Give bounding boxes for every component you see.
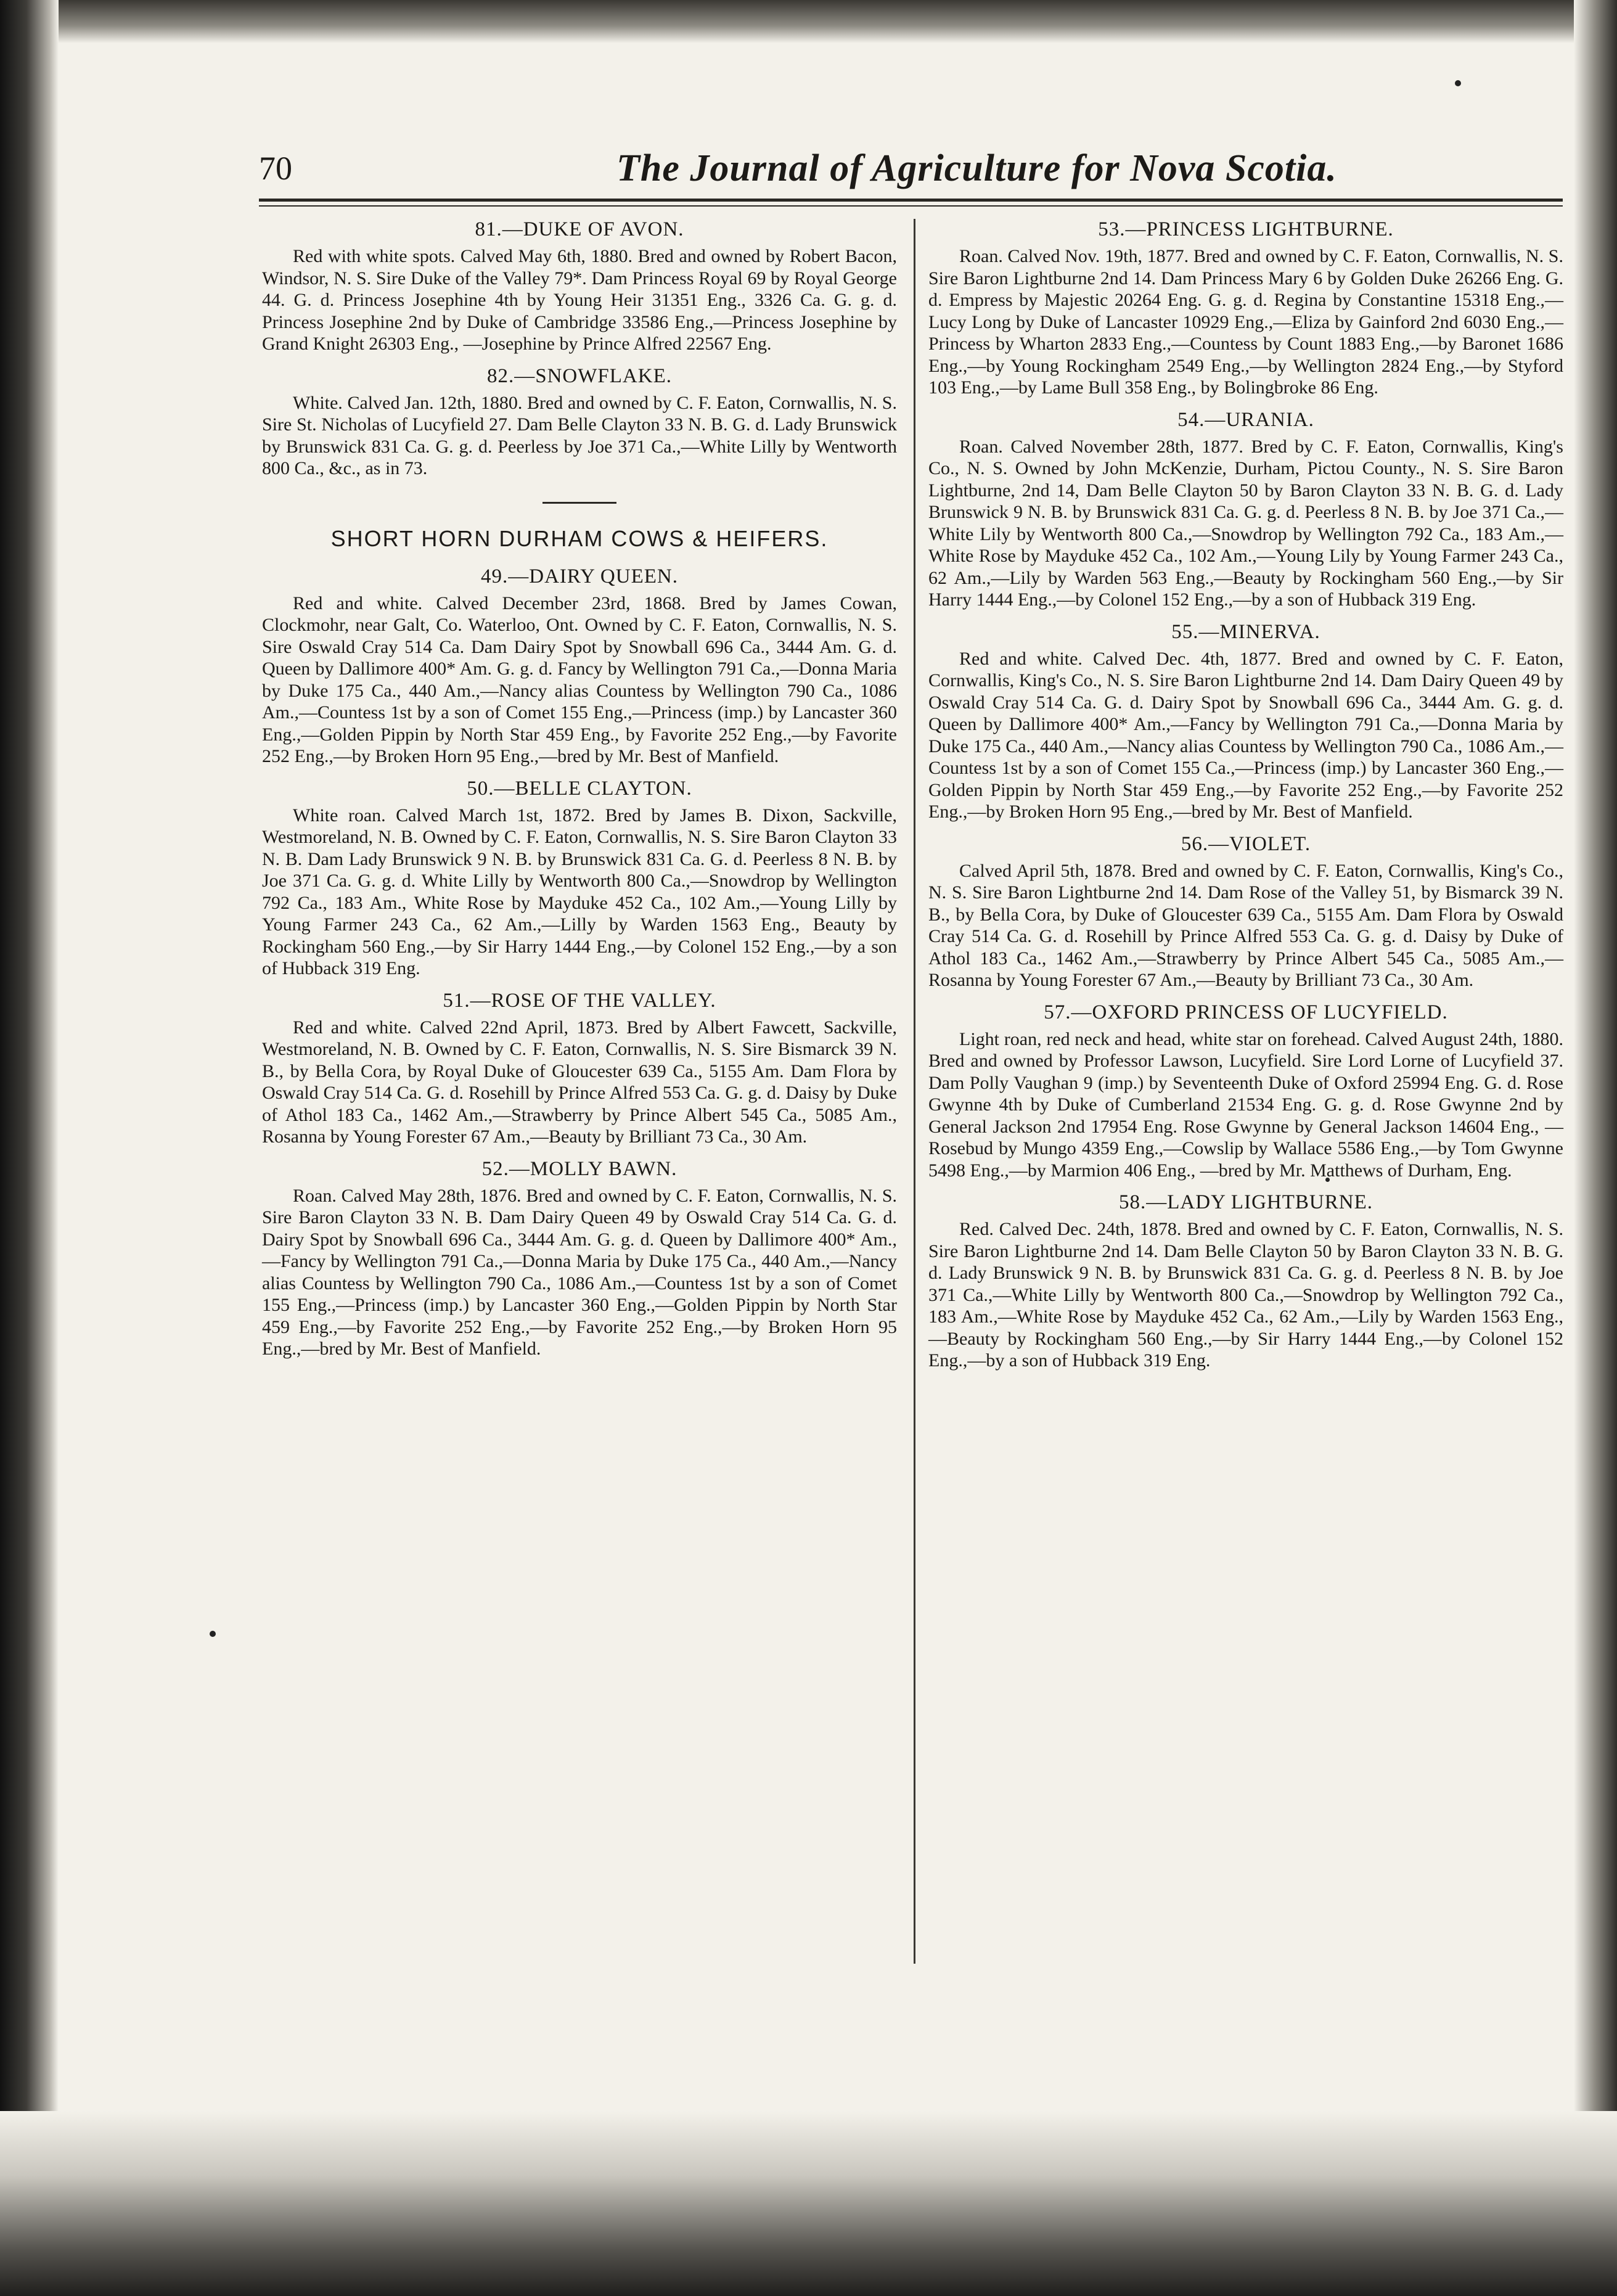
entry-title: 51.—ROSE OF THE VALLEY. xyxy=(443,989,716,1012)
entry-text: White roan. Calved March 1st, 1872. Bred by James B. Dixon, Sackville, Westmoreland, N. B. Owned by C. F. Eaton, Cornwallis, N. S. Sire Baron Clayton 33 N. B. Dam Lady Brunswick 9 N. B. by Brunswick 831 Ca. G. d. Peerless 8 N. B. by Joe 371 Ca. G. g. d. White Lilly by Wentworth 800 Ca.,—Snowdrop by Wellington 792 Ca., 183 Am., White Rose by Mayduke 452 Ca., 102 Am.,—Young Lilly by Young Farmer 243 Ca., 62 Am.,—Lilly by Warden 1563 Eng., Beauty by Rockingham 560 Eng.,—by Sir Harry 1444 Eng.,—by Colonel 152 Eng.,—by a son of Hubback 319 Eng. xyxy=(262,805,897,978)
entry-text: Roan. Calved Nov. 19th, 1877. Bred and owned by C. F. Eaton, Cornwallis, N. S. Sire Baron Lightburne 2nd 14. Dam Princess Mary 6 by Golden Duke 26266 Eng. G. d. Empress by Majestic 20264 Eng. G. g. d. Regina by Constantine 15318 Eng.,—Lucy Long by Duke of Lancaster 10929 Eng.,—Eliza by Gainford 2nd 6030 Eng.,—Princess by Wharton 2833 Eng.,—Countess by Count 1883 Eng.,—by Baronet 1686 Eng.,—by Young Rockingham 2549 Eng.,—by Wellington 2824 Eng.,—by Styford 103 Eng.,—by Lame Bull 358 Eng., by Bolingbroke 86 Eng. xyxy=(928,246,1563,398)
running-header xyxy=(259,147,1563,196)
entry xyxy=(262,775,897,980)
entry xyxy=(928,618,1563,823)
entry-title: 49.—DAIRY QUEEN. xyxy=(480,565,678,588)
entry-text: Light roan, red neck and head, white star on forehead. Calved August 24th, 1880. Bred and owned by Professor Lawson, Lucyfield. Sire Lord Lorne of Lucyfield 37. Dam Polly Vaughan 9 (imp.) by Seventeenth Duke of Oxford 25994 Eng. G. d. Rose Gwynne 4th by Duke of Cumberland 21534 Eng. G. g. d. Rose Gwynne 2nd by General Jackson 2nd 17954 Eng. Rose Gwynne by General Jackson 14604 Eng., —Rosebud by Mungo 4359 Eng.,—Cowslip by Wallace 5586 Eng.,—by Tom Gwynne 5498 Eng.,—by Marmion 406 Eng., —bred by Mr. Matthews of Durham, Eng. xyxy=(928,1028,1563,1181)
entry xyxy=(928,216,1563,399)
left-column xyxy=(262,216,897,1367)
entry xyxy=(928,999,1563,1182)
scan-edge-left xyxy=(0,0,59,2296)
entry-text: White. Calved Jan. 12th, 1880. Bred and owned by C. F. Eaton, Cornwallis, N. S. Sire St. Nicholas of Lucyfield 27. Dam Belle Clayton 33 N. B. G. d. Lady Brunswick by Brunswick 831 Ca. G. g. d. Peerless by Joe 371 Ca.,—White Lilly by Wentworth 800 Ca., &c., as in 73. xyxy=(262,392,897,478)
entry-title: 52.—MOLLY BAWN. xyxy=(481,1157,678,1180)
entry-title: 53.—PRINCESS LIGHTBURNE. xyxy=(1098,218,1394,240)
scan-edge-right xyxy=(1574,0,1617,2296)
scan-edge-bottom xyxy=(0,2111,1617,2296)
entry-text: Red and white. Calved December 23rd, 1868. Bred by James Cowan, Clockmohr, near Galt, Co. Waterloo, Ont. Owned by C. F. Eaton, Cornwallis, N. S. Sire Oswald Cray 514 Ca. Dam Dairy Spot by Snowball 696 Ca., 3444 Am. G. d. Queen by Dallimore 400* Am. G. g. d. Fancy by Wellington 791 Ca.,—Donna Maria by Duke 175 Ca., 440 Am.,—Nancy alias Countess by Wellington 790 Ca., 1086 Am.,—Countess 1st by a son of Comet 155 Eng.,—Princess (imp.) by Lancaster 360 Eng.,—Golden Pippin by North Star 459 Eng., by Favorite 252 Eng.,—by Favorite 252 Eng.,—by Broken Horn 95 Eng.,—bred by Mr. Best of Manfield. xyxy=(262,592,897,766)
entry xyxy=(262,563,897,768)
entry-text: Red. Calved Dec. 24th, 1878. Bred and owned by C. F. Eaton, Cornwallis, N. S. Sire Baron Lightburne 2nd 14. Dam Belle Clayton 50 by Baron Clayton 33 N. B. G. d. Lady Brunswick 9 N. B. by Brunswick 831 Ca. G. g. d. Peerless 8 N. B. by Joe 371 Ca.,—White Lilly by Wentworth 800 Ca.,—Snowdrop by Wellington 792 Ca., 183 Am.,—White Rose by Mayduke 452 Ca., 62 Am.,—Lily by Warden 1563 Eng.,—Beauty by Rockingham 560 Eng.,—by Sir Harry 1444 Eng.,—by Colonel 152 Eng.,—by a son of Hubback 319 Eng. xyxy=(928,1219,1563,1371)
right-column xyxy=(928,216,1563,1379)
entry-title: 81.—DUKE OF AVON. xyxy=(475,218,684,240)
page-number: 70 xyxy=(259,150,292,187)
section-divider xyxy=(542,502,616,504)
entry-title: 54.—URANIA. xyxy=(1177,408,1314,431)
entry-title: 56.—VIOLET. xyxy=(1181,832,1311,855)
header-rule-thin xyxy=(259,205,1563,207)
entry-text: Red with white spots. Calved May 6th, 1880. Bred and owned by Robert Bacon, Windsor, N. S. Sire Duke of the Valley 79*. Dam Princess Royal 69 by Royal George 44. G. d. Princess Josephine 4th by Young Heir 31351 Eng., 3326 Ca. G. g. d. Princess Josephine 2nd by Duke of Cambridge 33586 Eng.,—Princess Josephine by Grand Knight 26303 Eng., —Josephine by Prince Alfred 22567 Eng. xyxy=(262,246,897,354)
header-rule xyxy=(259,199,1563,202)
entry-text: Red and white. Calved Dec. 4th, 1877. Bred and owned by C. F. Eaton, Cornwallis, King's Co., N. S. Sire Baron Lightburne 2nd 14. Dam Dairy Queen 49 by Oswald Cray 514 Ca. G. d. Dairy Spot by Snowball 696 Ca., 3444 Am. G. g. d. Queen by Dallimore 400* Am.,—Fancy by Wellington 791 Ca.,—Donna Maria by Duke 175 Ca., 440 Am.,—Nancy alias Countess by Wellington 790 Ca., 1086 Am.,—Countess 1st by a son of Comet 155 Ca.,—Princess (imp.) by Lancaster 360 Eng.,—Golden Pippin by North Star 459 Eng.,—by Favorite 252 Eng.,—by Favorite 252 Eng.,—by Broken Horn 95 Eng.,—bred by Mr. Best of Manfield. xyxy=(928,648,1563,822)
section-heading: SHORT HORN DURHAM COWS & HEIFERS. xyxy=(330,525,829,551)
entry xyxy=(928,830,1563,991)
entry-title: 50.—BELLE CLAYTON. xyxy=(467,777,692,800)
column-divider xyxy=(914,219,915,1964)
ink-speck xyxy=(210,1631,216,1637)
entry xyxy=(262,987,897,1148)
entry-title: 55.—MINERVA. xyxy=(1171,620,1320,643)
entry-text: Red and white. Calved 22nd April, 1873. Bred by Albert Fawcett, Sackville, Westmoreland, N. B. Owned by C. F. Eaton, Cornwallis, N. S. Sire Bismarck 39 N. B., by Bella Cora, by Royal Duke of Gloucester 639 Ca., 5155 Am. Dam Flora by Oswald Cray 514 Ca. G. d. Rosehill by Prince Alfred 553 Ca. G. g. d. Daisy by Duke of Athol 183 Ca., 1462 Am.,—Strawberry by Prince Albert 545 Ca., 5085 Am., Rosanna by Young Forester 67 Am.,—Beauty by Brilliant 73 Ca., 30 Am. xyxy=(262,1017,897,1147)
entry-text: Roan. Calved May 28th, 1876. Bred and owned by C. F. Eaton, Cornwallis, N. S. Sire Baron Clayton 33 N. B. Dam Dairy Queen 49 by Oswald Cray 514 Ca. G. d. Dairy Spot by Snowball 696 Ca., 3444 Am. G. g. d. Queen by Dallimore 400* Am.,—Fancy by Wellington 791 Ca.,—Donna Maria by Duke 175 Ca., 440 Am.,—Nancy alias Countess by Wellington 790 Ca., 1086 Am.,—Countess 1st by a son of Comet 155 Eng.,—Princess (imp.) by Lancaster 360 Eng.,—Golden Pippin by North Star 459 Eng.,—by Favorite 252 Eng.,—by Favorite 252 Eng.,—by Broken Horn 95 Eng.,—bred by Mr. Best of Manfield. xyxy=(262,1185,897,1359)
entry xyxy=(262,363,897,480)
scan-edge-top xyxy=(0,0,1617,43)
entry-text: Calved April 5th, 1878. Bred and owned by C. F. Eaton, Cornwallis, King's Co., N. S. Sire Baron Lightburne 2nd 14. Dam Rose of the Valley 51, by Bismarck 39 N. B., by Bella Cora, by Duke of Gloucester 639 Ca., 5155 Am. Dam Flora by Oswald Cray 514 Ca. G. d. Rosehill by Prince Alfred 553 Ca. G. g. d. Daisy by Duke of Athol 183 Ca., 1462 Am.,—Strawberry by Prince Albert 545 Ca., 5085 Am.,—Rosanna by Young Forester 67 Am.,—Beauty by Brilliant 73 Ca., 30 Am. xyxy=(928,860,1563,990)
ink-speck xyxy=(1455,80,1461,86)
entry xyxy=(262,216,897,355)
entry-title: 58.—LADY LIGHTBURNE. xyxy=(1119,1191,1373,1213)
entry xyxy=(928,406,1563,611)
entry-title: 57.—OXFORD PRINCESS OF LUCYFIELD. xyxy=(1044,1001,1448,1023)
entry-text: Roan. Calved November 28th, 1877. Bred by C. F. Eaton, Cornwallis, King's Co., N. S. Owned by John McKenzie, Durham, Pictou County., N. S. Sire Baron Lightburne, 2nd 14, Dam Belle Clayton 50 by Baron Clayton 33 N. B. G. d. Lady Brunswick 9 N. B. by Brunswick 831 Ca. G. g. d. Peerless 8 N. B. by Joe 371 Ca.,—White Lily by Wentworth 800 Ca.,—Snowdrop by Wellington 792 Ca., 183 Am.,—White Rose by Mayduke 452 Ca., 102 Am.,—Young Lily by Young Farmer 243 Ca., 62 Am.,—Lily by Warden 563 Eng.,—Beauty by Rockingham 560 Eng.,—by Sir Harry 1444 Eng.,—by Colonel 152 Eng.,—by a son of Hubback 319 Eng. xyxy=(928,436,1563,610)
journal-title: The Journal of Agriculture for Nova Scotia. xyxy=(616,147,1337,189)
entry xyxy=(928,1189,1563,1372)
entry xyxy=(262,1155,897,1360)
entry-title: 82.—SNOWFLAKE. xyxy=(487,364,672,387)
